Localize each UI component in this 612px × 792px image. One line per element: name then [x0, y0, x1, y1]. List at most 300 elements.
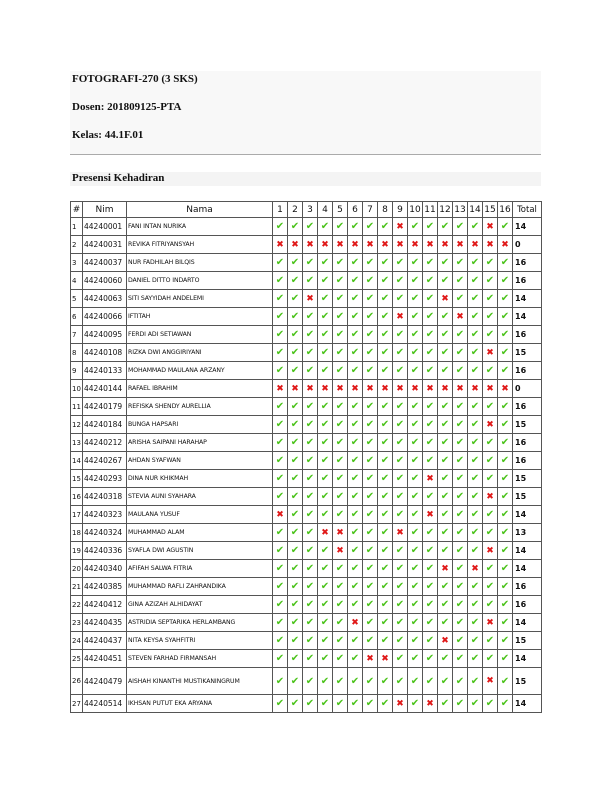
present-check-icon: ✔: [498, 254, 513, 272]
present-check-icon: ✔: [303, 344, 318, 362]
present-check-icon: ✔: [363, 452, 378, 470]
student-nim: 44240324: [83, 524, 127, 542]
present-check-icon: ✔: [498, 668, 513, 695]
header-nim: Nim: [83, 202, 127, 218]
absent-cross-icon: ✖: [393, 218, 408, 236]
student-name: MUHAMMAD RAFLI ZAHRANDIKA: [127, 578, 273, 596]
present-check-icon: ✔: [483, 596, 498, 614]
present-check-icon: ✔: [408, 524, 423, 542]
header-no: #: [71, 202, 83, 218]
student-name: AHDAN SYAFWAN: [127, 452, 273, 470]
present-check-icon: ✔: [423, 326, 438, 344]
present-check-icon: ✔: [408, 434, 423, 452]
present-check-icon: ✔: [273, 290, 288, 308]
present-check-icon: ✔: [393, 272, 408, 290]
present-check-icon: ✔: [318, 470, 333, 488]
present-check-icon: ✔: [273, 470, 288, 488]
present-check-icon: ✔: [303, 695, 318, 713]
present-check-icon: ✔: [378, 308, 393, 326]
header-session: 15: [483, 202, 498, 218]
present-check-icon: ✔: [318, 308, 333, 326]
student-nim: 44240066: [83, 308, 127, 326]
absent-cross-icon: ✖: [348, 614, 363, 632]
present-check-icon: ✔: [468, 596, 483, 614]
present-check-icon: ✔: [318, 398, 333, 416]
present-check-icon: ✔: [423, 218, 438, 236]
present-check-icon: ✔: [333, 578, 348, 596]
present-check-icon: ✔: [393, 254, 408, 272]
present-check-icon: ✔: [438, 650, 453, 668]
present-check-icon: ✔: [483, 434, 498, 452]
present-check-icon: ✔: [333, 290, 348, 308]
present-check-icon: ✔: [333, 488, 348, 506]
present-check-icon: ✔: [498, 596, 513, 614]
present-check-icon: ✔: [333, 596, 348, 614]
present-check-icon: ✔: [408, 650, 423, 668]
row-number: 3: [71, 254, 83, 272]
present-check-icon: ✔: [273, 488, 288, 506]
table-row: [71, 434, 542, 452]
student-name: STEVIA AUNI SYAHARA: [127, 488, 273, 506]
absent-cross-icon: ✖: [378, 380, 393, 398]
present-check-icon: ✔: [393, 488, 408, 506]
absent-cross-icon: ✖: [288, 380, 303, 398]
present-check-icon: ✔: [303, 632, 318, 650]
student-name: MOHAMMAD MAULANA ARZANY: [127, 362, 273, 380]
student-nim: 44240144: [83, 380, 127, 398]
header-session: 2: [288, 202, 303, 218]
present-check-icon: ✔: [348, 362, 363, 380]
absent-cross-icon: ✖: [423, 236, 438, 254]
present-check-icon: ✔: [483, 308, 498, 326]
present-check-icon: ✔: [363, 596, 378, 614]
present-check-icon: ✔: [468, 308, 483, 326]
present-check-icon: ✔: [318, 452, 333, 470]
student-name: FERDI ADI SETIAWAN: [127, 326, 273, 344]
present-check-icon: ✔: [378, 524, 393, 542]
absent-cross-icon: ✖: [363, 236, 378, 254]
absent-cross-icon: ✖: [378, 650, 393, 668]
present-check-icon: ✔: [348, 596, 363, 614]
present-check-icon: ✔: [363, 578, 378, 596]
student-name: MUHAMMAD ALAM: [127, 524, 273, 542]
present-check-icon: ✔: [288, 434, 303, 452]
present-check-icon: ✔: [423, 632, 438, 650]
absent-cross-icon: ✖: [453, 380, 468, 398]
row-number: 7: [71, 326, 83, 344]
present-check-icon: ✔: [318, 326, 333, 344]
absent-cross-icon: ✖: [318, 236, 333, 254]
present-check-icon: ✔: [438, 542, 453, 560]
table-row: [71, 308, 542, 326]
present-check-icon: ✔: [453, 326, 468, 344]
present-check-icon: ✔: [498, 650, 513, 668]
present-check-icon: ✔: [288, 506, 303, 524]
attendance-total: 16: [513, 272, 542, 290]
present-check-icon: ✔: [453, 218, 468, 236]
present-check-icon: ✔: [363, 434, 378, 452]
present-check-icon: ✔: [423, 398, 438, 416]
present-check-icon: ✔: [453, 596, 468, 614]
absent-cross-icon: ✖: [393, 695, 408, 713]
student-nim: 44240184: [83, 416, 127, 434]
present-check-icon: ✔: [378, 362, 393, 380]
absent-cross-icon: ✖: [408, 236, 423, 254]
attendance-total: 0: [513, 236, 542, 254]
present-check-icon: ✔: [363, 344, 378, 362]
present-check-icon: ✔: [453, 416, 468, 434]
student-nim: 44240031: [83, 236, 127, 254]
student-name: SITI SAYYIDAH ANDELEMI: [127, 290, 273, 308]
attendance-total: 16: [513, 362, 542, 380]
present-check-icon: ✔: [303, 470, 318, 488]
absent-cross-icon: ✖: [393, 524, 408, 542]
present-check-icon: ✔: [408, 326, 423, 344]
present-check-icon: ✔: [408, 578, 423, 596]
present-check-icon: ✔: [333, 416, 348, 434]
present-check-icon: ✔: [423, 614, 438, 632]
present-check-icon: ✔: [453, 344, 468, 362]
present-check-icon: ✔: [273, 398, 288, 416]
present-check-icon: ✔: [333, 614, 348, 632]
present-check-icon: ✔: [348, 344, 363, 362]
table-row: [71, 236, 542, 254]
absent-cross-icon: ✖: [273, 236, 288, 254]
table-row: [71, 614, 542, 632]
present-check-icon: ✔: [408, 344, 423, 362]
student-nim: 44240108: [83, 344, 127, 362]
table-row: [71, 362, 542, 380]
absent-cross-icon: ✖: [363, 650, 378, 668]
attendance-total: 15: [513, 668, 542, 695]
present-check-icon: ✔: [348, 560, 363, 578]
present-check-icon: ✔: [423, 308, 438, 326]
present-check-icon: ✔: [363, 542, 378, 560]
present-check-icon: ✔: [378, 596, 393, 614]
present-check-icon: ✔: [303, 560, 318, 578]
present-check-icon: ✔: [453, 506, 468, 524]
table-row: [71, 344, 542, 362]
row-number: 22: [71, 596, 83, 614]
row-number: 24: [71, 632, 83, 650]
header-session: 16: [498, 202, 513, 218]
present-check-icon: ✔: [318, 668, 333, 695]
student-nim: 44240001: [83, 218, 127, 236]
present-check-icon: ✔: [303, 254, 318, 272]
present-check-icon: ✔: [363, 668, 378, 695]
present-check-icon: ✔: [348, 488, 363, 506]
present-check-icon: ✔: [468, 434, 483, 452]
attendance-section: [70, 172, 541, 186]
present-check-icon: ✔: [303, 452, 318, 470]
student-name: STEVEN FARHAD FIRMANSAH: [127, 650, 273, 668]
present-check-icon: ✔: [348, 218, 363, 236]
header-name: Nama: [127, 202, 273, 218]
student-nim: 44240095: [83, 326, 127, 344]
present-check-icon: ✔: [348, 416, 363, 434]
attendance-total: 15: [513, 416, 542, 434]
present-check-icon: ✔: [408, 695, 423, 713]
present-check-icon: ✔: [288, 362, 303, 380]
table-row: [71, 218, 542, 236]
present-check-icon: ✔: [468, 695, 483, 713]
absent-cross-icon: ✖: [333, 542, 348, 560]
present-check-icon: ✔: [318, 362, 333, 380]
present-check-icon: ✔: [438, 452, 453, 470]
present-check-icon: ✔: [438, 344, 453, 362]
present-check-icon: ✔: [408, 632, 423, 650]
present-check-icon: ✔: [273, 416, 288, 434]
absent-cross-icon: ✖: [468, 236, 483, 254]
present-check-icon: ✔: [468, 452, 483, 470]
absent-cross-icon: ✖: [333, 236, 348, 254]
present-check-icon: ✔: [438, 524, 453, 542]
present-check-icon: ✔: [333, 668, 348, 695]
present-check-icon: ✔: [423, 452, 438, 470]
present-check-icon: ✔: [273, 542, 288, 560]
table-row: [71, 695, 542, 713]
absent-cross-icon: ✖: [453, 236, 468, 254]
present-check-icon: ✔: [468, 290, 483, 308]
student-name: ARISHA SAIPANI HARAHAP: [127, 434, 273, 452]
present-check-icon: ✔: [348, 524, 363, 542]
present-check-icon: ✔: [318, 272, 333, 290]
present-check-icon: ✔: [273, 524, 288, 542]
absent-cross-icon: ✖: [423, 380, 438, 398]
present-check-icon: ✔: [408, 398, 423, 416]
present-check-icon: ✔: [468, 650, 483, 668]
present-check-icon: ✔: [348, 578, 363, 596]
present-check-icon: ✔: [273, 452, 288, 470]
present-check-icon: ✔: [453, 362, 468, 380]
present-check-icon: ✔: [348, 326, 363, 344]
present-check-icon: ✔: [378, 344, 393, 362]
header-session: 1: [273, 202, 288, 218]
present-check-icon: ✔: [483, 398, 498, 416]
present-check-icon: ✔: [483, 452, 498, 470]
absent-cross-icon: ✖: [498, 236, 513, 254]
present-check-icon: ✔: [348, 434, 363, 452]
absent-cross-icon: ✖: [393, 380, 408, 398]
present-check-icon: ✔: [498, 542, 513, 560]
absent-cross-icon: ✖: [393, 308, 408, 326]
class-label: Kelas: 44.1F.01: [72, 129, 144, 141]
present-check-icon: ✔: [363, 326, 378, 344]
present-check-icon: ✔: [378, 326, 393, 344]
present-check-icon: ✔: [468, 542, 483, 560]
present-check-icon: ✔: [393, 614, 408, 632]
present-check-icon: ✔: [453, 452, 468, 470]
present-check-icon: ✔: [303, 596, 318, 614]
present-check-icon: ✔: [498, 308, 513, 326]
present-check-icon: ✔: [393, 560, 408, 578]
present-check-icon: ✔: [378, 452, 393, 470]
student-nim: 44240514: [83, 695, 127, 713]
present-check-icon: ✔: [483, 650, 498, 668]
present-check-icon: ✔: [438, 326, 453, 344]
present-check-icon: ✔: [498, 434, 513, 452]
present-check-icon: ✔: [423, 272, 438, 290]
header-session: 10: [408, 202, 423, 218]
attendance-total: 16: [513, 398, 542, 416]
absent-cross-icon: ✖: [273, 380, 288, 398]
present-check-icon: ✔: [483, 578, 498, 596]
present-check-icon: ✔: [273, 668, 288, 695]
student-nim: 44240063: [83, 290, 127, 308]
present-check-icon: ✔: [348, 254, 363, 272]
student-name: GINA AZIZAH ALHIDAYAT: [127, 596, 273, 614]
present-check-icon: ✔: [453, 470, 468, 488]
present-check-icon: ✔: [378, 254, 393, 272]
row-number: 25: [71, 650, 83, 668]
student-nim: 44240479: [83, 668, 127, 695]
present-check-icon: ✔: [273, 650, 288, 668]
absent-cross-icon: ✖: [483, 218, 498, 236]
present-check-icon: ✔: [273, 308, 288, 326]
present-check-icon: ✔: [363, 695, 378, 713]
row-number: 1: [71, 218, 83, 236]
student-name: NITA KEYSA SYAHFITRI: [127, 632, 273, 650]
student-name: SYAFLA DWI AGUSTIN: [127, 542, 273, 560]
table-row: [71, 272, 542, 290]
present-check-icon: ✔: [378, 632, 393, 650]
present-check-icon: ✔: [303, 542, 318, 560]
present-check-icon: ✔: [363, 398, 378, 416]
absent-cross-icon: ✖: [438, 632, 453, 650]
present-check-icon: ✔: [303, 488, 318, 506]
student-nim: 44240133: [83, 362, 127, 380]
student-name: MAULANA YUSUF: [127, 506, 273, 524]
attendance-total: 16: [513, 596, 542, 614]
present-check-icon: ✔: [288, 218, 303, 236]
present-check-icon: ✔: [423, 254, 438, 272]
present-check-icon: ✔: [348, 308, 363, 326]
absent-cross-icon: ✖: [453, 308, 468, 326]
present-check-icon: ✔: [333, 695, 348, 713]
present-check-icon: ✔: [423, 578, 438, 596]
table-row: [71, 488, 542, 506]
table-row: [71, 398, 542, 416]
absent-cross-icon: ✖: [393, 236, 408, 254]
absent-cross-icon: ✖: [378, 236, 393, 254]
header-session: 7: [363, 202, 378, 218]
absent-cross-icon: ✖: [483, 416, 498, 434]
present-check-icon: ✔: [303, 434, 318, 452]
present-check-icon: ✔: [453, 290, 468, 308]
row-number: 15: [71, 470, 83, 488]
attendance-total: 14: [513, 650, 542, 668]
student-name: ASTRIDIA SEPTARIKA HERLAMBANG: [127, 614, 273, 632]
present-check-icon: ✔: [453, 542, 468, 560]
row-number: 9: [71, 362, 83, 380]
present-check-icon: ✔: [363, 290, 378, 308]
present-check-icon: ✔: [333, 632, 348, 650]
present-check-icon: ✔: [393, 362, 408, 380]
present-check-icon: ✔: [483, 272, 498, 290]
header-session: 8: [378, 202, 393, 218]
header-total: Total: [513, 202, 542, 218]
present-check-icon: ✔: [363, 470, 378, 488]
present-check-icon: ✔: [363, 524, 378, 542]
student-nim: 44240336: [83, 542, 127, 560]
attendance-total: 16: [513, 434, 542, 452]
present-check-icon: ✔: [273, 632, 288, 650]
present-check-icon: ✔: [273, 344, 288, 362]
present-check-icon: ✔: [363, 614, 378, 632]
present-check-icon: ✔: [483, 560, 498, 578]
attendance-total: 14: [513, 695, 542, 713]
student-name: DINA NUR KHIKMAH: [127, 470, 273, 488]
present-check-icon: ✔: [408, 488, 423, 506]
present-check-icon: ✔: [498, 452, 513, 470]
table-row: [71, 326, 542, 344]
present-check-icon: ✔: [498, 578, 513, 596]
lecturer-label: Dosen: 201809125-PTA: [72, 101, 182, 113]
present-check-icon: ✔: [393, 416, 408, 434]
absent-cross-icon: ✖: [483, 344, 498, 362]
student-nim: 44240323: [83, 506, 127, 524]
present-check-icon: ✔: [333, 470, 348, 488]
present-check-icon: ✔: [378, 614, 393, 632]
absent-cross-icon: ✖: [333, 524, 348, 542]
present-check-icon: ✔: [483, 362, 498, 380]
student-name: IFTITAH: [127, 308, 273, 326]
present-check-icon: ✔: [303, 218, 318, 236]
absent-cross-icon: ✖: [468, 380, 483, 398]
present-check-icon: ✔: [498, 344, 513, 362]
present-check-icon: ✔: [303, 398, 318, 416]
student-name: NUR FADHILAH BILQIS: [127, 254, 273, 272]
attendance-total: 14: [513, 542, 542, 560]
course-header: [70, 71, 541, 155]
present-check-icon: ✔: [318, 434, 333, 452]
present-check-icon: ✔: [348, 542, 363, 560]
table-row: [71, 596, 542, 614]
present-check-icon: ✔: [318, 218, 333, 236]
present-check-icon: ✔: [273, 614, 288, 632]
row-number: 17: [71, 506, 83, 524]
table-header-row: [71, 202, 542, 218]
table-row: [71, 668, 542, 695]
present-check-icon: ✔: [348, 632, 363, 650]
present-check-icon: ✔: [348, 272, 363, 290]
present-check-icon: ✔: [393, 632, 408, 650]
section-title: Presensi Kehadiran: [72, 172, 165, 184]
present-check-icon: ✔: [393, 470, 408, 488]
attendance-total: 15: [513, 632, 542, 650]
present-check-icon: ✔: [378, 506, 393, 524]
absent-cross-icon: ✖: [483, 488, 498, 506]
row-number: 18: [71, 524, 83, 542]
attendance-total: 14: [513, 290, 542, 308]
present-check-icon: ✔: [393, 578, 408, 596]
header-session: 6: [348, 202, 363, 218]
present-check-icon: ✔: [288, 470, 303, 488]
present-check-icon: ✔: [483, 470, 498, 488]
row-number: 6: [71, 308, 83, 326]
present-check-icon: ✔: [303, 524, 318, 542]
present-check-icon: ✔: [273, 362, 288, 380]
present-check-icon: ✔: [318, 254, 333, 272]
row-number: 13: [71, 434, 83, 452]
present-check-icon: ✔: [318, 560, 333, 578]
header-session: 13: [453, 202, 468, 218]
header-session: 14: [468, 202, 483, 218]
attendance-total: 15: [513, 470, 542, 488]
present-check-icon: ✔: [273, 596, 288, 614]
present-check-icon: ✔: [318, 290, 333, 308]
present-check-icon: ✔: [483, 632, 498, 650]
